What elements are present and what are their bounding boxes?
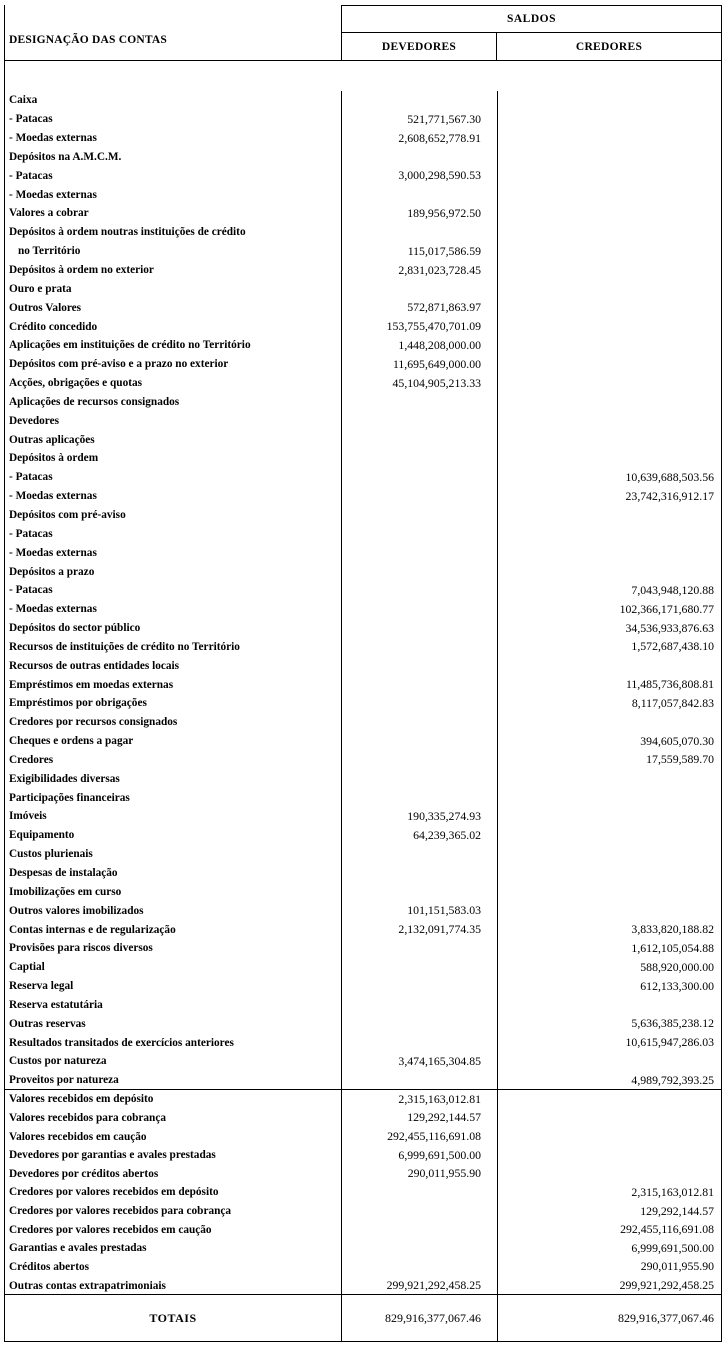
table-row <box>5 411 721 430</box>
account-label: Outros valores imobilizados <box>5 901 342 920</box>
table-row <box>5 675 721 694</box>
devedores-value <box>342 524 498 543</box>
credores-value: 34,536,933,876.63 <box>625 620 714 635</box>
table-row <box>5 581 721 600</box>
account-label: Resultados transitados de exercícios anteriores <box>5 1033 342 1052</box>
table-row <box>5 166 721 185</box>
devedores-value <box>342 468 498 487</box>
table-row <box>5 355 721 374</box>
account-label: Depósitos do sector público <box>5 619 342 638</box>
extrapatrimonial-section <box>5 1090 721 1295</box>
table-row <box>5 882 721 901</box>
credores-value: 6,999,691,500.00 <box>631 1240 714 1255</box>
table-row <box>5 1165 721 1184</box>
credores-value: 17,559,589.70 <box>646 752 714 767</box>
credores-value <box>498 1146 721 1165</box>
credores-value <box>498 1127 721 1146</box>
devedores-value: 153,755,470,701.09 <box>342 317 498 336</box>
table-row <box>5 1276 721 1295</box>
devedores-value <box>342 600 498 619</box>
table-row <box>5 1258 721 1277</box>
account-label: no Território <box>5 242 342 261</box>
account-label: Provisões para riscos diversos <box>5 939 342 958</box>
table-row <box>5 1090 721 1109</box>
table-row <box>5 261 721 280</box>
credores-value <box>498 185 721 204</box>
devedores-value <box>342 1071 498 1090</box>
devedores-value: 2,132,091,774.35 <box>342 920 498 939</box>
credores-value <box>498 411 721 430</box>
table-row <box>5 732 721 751</box>
balance-sheet-table <box>4 5 722 1342</box>
devedores-value <box>342 449 498 468</box>
table-row <box>5 939 721 958</box>
account-label: Aplicações de recursos consignados <box>5 393 342 412</box>
account-label: Garantias e avales prestadas <box>5 1239 342 1258</box>
table-row <box>5 543 721 562</box>
credores-value: 588,920,000.00 <box>640 959 714 974</box>
table-row <box>5 148 721 167</box>
account-label: Participações financeiras <box>5 788 342 807</box>
devedores-value: 45,104,905,213.33 <box>342 374 498 393</box>
devedores-value: 1,448,208,000.00 <box>342 336 498 355</box>
devedores-value: 521,771,567.30 <box>342 110 498 129</box>
account-label: Acções, obrigações e quotas <box>5 374 342 393</box>
account-label: Depósitos com pré-aviso <box>5 506 342 525</box>
devedores-value <box>342 751 498 770</box>
account-label: Outras aplicações <box>5 430 342 449</box>
table-row <box>5 751 721 770</box>
credores-value: 394,605,070.30 <box>640 733 714 748</box>
credores-value <box>498 656 721 675</box>
account-label: Depósitos à ordem <box>5 449 342 468</box>
table-row <box>5 1183 721 1202</box>
credores-value <box>498 1109 721 1128</box>
table-row <box>5 129 721 148</box>
credores-value <box>498 845 721 864</box>
credores-value: 10,639,688,503.56 <box>625 469 714 484</box>
credores-value <box>498 148 721 167</box>
table-row <box>5 468 721 487</box>
credores-value: 612,133,300.00 <box>640 978 714 993</box>
account-label: Outros Valores <box>5 298 342 317</box>
account-label: Custos plurienais <box>5 845 342 864</box>
account-label: - Patacas <box>5 468 342 487</box>
account-label: Caixa <box>5 91 342 110</box>
devedores-value <box>342 185 498 204</box>
devedores-value: 299,921,292,458.25 <box>342 1276 498 1295</box>
table-row <box>5 1109 721 1128</box>
devedores-value: 2,831,023,728.45 <box>342 261 498 280</box>
devedores-value <box>342 279 498 298</box>
credores-value: 10,615,947,286.03 <box>625 1035 714 1050</box>
devedores-value <box>342 958 498 977</box>
table-row <box>5 996 721 1015</box>
devedores-value: 115,017,586.59 <box>342 242 498 261</box>
table-row <box>5 600 721 619</box>
credores-value: 2,315,163,012.81 <box>631 1184 714 1199</box>
devedores-value <box>342 675 498 694</box>
account-label: Credores por recursos consignados <box>5 713 342 732</box>
table-row <box>5 1071 721 1090</box>
table-row <box>5 487 721 506</box>
account-label: Devedores por créditos abertos <box>5 1165 342 1184</box>
table-row <box>5 637 721 656</box>
table-row <box>5 619 721 638</box>
account-label: Depósitos a prazo <box>5 562 342 581</box>
table-header <box>5 5 721 61</box>
account-label: Valores a cobrar <box>5 204 342 223</box>
devedores-value: 290,011,955.90 <box>342 1165 498 1184</box>
account-label: Ouro e prata <box>5 279 342 298</box>
account-label: Credores <box>5 751 342 770</box>
totals-credores-value: 829,916,377,067.46 <box>618 1310 714 1325</box>
account-label: - Moedas externas <box>5 129 342 148</box>
table-row <box>5 826 721 845</box>
table-row <box>5 91 721 110</box>
credores-value: 129,292,144.57 <box>640 1203 714 1218</box>
devedores-value: 190,335,274.93 <box>342 807 498 826</box>
column-header-credores: CREDORES <box>575 40 643 53</box>
account-label: Crédito concedido <box>5 317 342 336</box>
devedores-value <box>342 562 498 581</box>
devedores-value: 572,871,863.97 <box>342 298 498 317</box>
account-label: Valores recebidos para cobrança <box>5 1109 342 1128</box>
table-row <box>5 1220 721 1239</box>
account-label: - Patacas <box>5 524 342 543</box>
devedores-value <box>342 1014 498 1033</box>
table-row <box>5 713 721 732</box>
credores-value: 23,742,316,912.17 <box>625 488 714 503</box>
devedores-value <box>342 1202 498 1221</box>
credores-value: 290,011,955.90 <box>640 1259 714 1274</box>
account-label: - Moedas externas <box>5 543 342 562</box>
devedores-value <box>342 769 498 788</box>
devedores-value <box>342 939 498 958</box>
credores-value: 102,366,171,680.77 <box>619 601 714 616</box>
account-label: Despesas de instalação <box>5 864 342 883</box>
account-label: Aplicações em instituições de crédito no Território <box>5 336 342 355</box>
table-row <box>5 1014 721 1033</box>
devedores-value <box>342 1220 498 1239</box>
devedores-value: 101,151,583.03 <box>342 901 498 920</box>
table-row <box>5 204 721 223</box>
credores-value <box>498 1090 721 1109</box>
devedores-value <box>342 1033 498 1052</box>
credores-value: 292,455,116,691.08 <box>620 1222 714 1237</box>
table-row <box>5 562 721 581</box>
devedores-value: 6,999,691,500.00 <box>342 1146 498 1165</box>
credores-value <box>498 91 721 110</box>
account-label: Empréstimos em moedas externas <box>5 675 342 694</box>
account-label: Devedores <box>5 411 342 430</box>
credores-value: 1,572,687,438.10 <box>631 639 714 654</box>
account-label: Reserva estatutária <box>5 996 342 1015</box>
devedores-value <box>342 581 498 600</box>
saldos-subheaders <box>342 33 721 60</box>
credores-value <box>498 901 721 920</box>
table-row <box>5 430 721 449</box>
table-row <box>5 374 721 393</box>
totals-row <box>5 1295 721 1341</box>
credores-value <box>498 166 721 185</box>
column-header-designacao: DESIGNAÇÃO DAS CONTAS <box>5 5 342 60</box>
account-label: - Patacas <box>5 166 342 185</box>
credores-value: 299,921,292,458.25 <box>619 1278 714 1293</box>
devedores-value <box>342 1239 498 1258</box>
devedores-value <box>342 430 498 449</box>
table-row <box>5 769 721 788</box>
table-row <box>5 807 721 826</box>
credores-value <box>498 317 721 336</box>
credores-value <box>498 524 721 543</box>
account-label: Exigibilidades diversas <box>5 769 342 788</box>
devedores-value <box>342 864 498 883</box>
table-row <box>5 449 721 468</box>
credores-value <box>498 996 721 1015</box>
account-label: Proveitos por natureza <box>5 1071 342 1090</box>
credores-value <box>498 393 721 412</box>
account-label: Credores por valores recebidos em caução <box>5 1220 342 1239</box>
credores-value <box>498 279 721 298</box>
devedores-value <box>342 996 498 1015</box>
devedores-value <box>342 506 498 525</box>
credores-value: 1,612,105,054.88 <box>631 940 714 955</box>
account-label: Credores por valores recebidos para cobrança <box>5 1202 342 1221</box>
table-row <box>5 864 721 883</box>
devedores-value <box>342 411 498 430</box>
credores-value <box>498 769 721 788</box>
table-row <box>5 524 721 543</box>
credores-value <box>498 1165 721 1184</box>
devedores-value: 3,000,298,590.53 <box>342 166 498 185</box>
column-header-saldos: SALDOS <box>342 6 721 33</box>
devedores-value: 2,315,163,012.81 <box>342 1090 498 1109</box>
devedores-value: 2,608,652,778.91 <box>342 129 498 148</box>
credores-value <box>498 261 721 280</box>
table-row <box>5 393 721 412</box>
credores-value <box>498 506 721 525</box>
account-label: Depósitos com pré-aviso e a prazo no exterior <box>5 355 342 374</box>
account-label: Recursos de outras entidades locais <box>5 656 342 675</box>
devedores-value <box>342 845 498 864</box>
credores-value <box>498 129 721 148</box>
credores-value <box>498 864 721 883</box>
account-label: Reserva legal <box>5 977 342 996</box>
credores-value <box>498 543 721 562</box>
devedores-value <box>342 393 498 412</box>
account-label: - Patacas <box>5 581 342 600</box>
credores-value: 5,636,385,238.12 <box>631 1016 714 1031</box>
table-row <box>5 1202 721 1221</box>
account-label: Imobilizações em curso <box>5 882 342 901</box>
account-label: Depósitos à ordem noutras instituições de crédito <box>5 223 342 242</box>
credores-value <box>498 374 721 393</box>
saldos-header-group <box>342 5 721 60</box>
account-label: - Patacas <box>5 110 342 129</box>
credores-value: 11,485,736,808.81 <box>625 677 714 692</box>
table-row <box>5 1033 721 1052</box>
devedores-value <box>342 788 498 807</box>
account-label: Depósitos à ordem no exterior <box>5 261 342 280</box>
devedores-value: 292,455,116,691.08 <box>342 1127 498 1146</box>
devedores-value: 129,292,144.57 <box>342 1109 498 1128</box>
table-row <box>5 317 721 336</box>
devedores-value <box>342 148 498 167</box>
credores-value <box>498 788 721 807</box>
devedores-value <box>342 882 498 901</box>
devedores-value <box>342 223 498 242</box>
table-row <box>5 958 721 977</box>
table-row <box>5 977 721 996</box>
credores-value: 3,833,820,188.82 <box>631 922 714 937</box>
table-row <box>5 506 721 525</box>
devedores-value: 189,956,972.50 <box>342 204 498 223</box>
devedores-value: 11,695,649,000.00 <box>342 355 498 374</box>
account-label: Contas internas e de regularização <box>5 920 342 939</box>
table-row <box>5 223 721 242</box>
account-label: Recursos de instituições de crédito no Território <box>5 637 342 656</box>
column-header-devedores: DEVEDORES <box>342 33 497 60</box>
devedores-value <box>342 487 498 506</box>
credores-value <box>498 110 721 129</box>
account-label: Valores recebidos em caução <box>5 1127 342 1146</box>
account-label: Valores recebidos em depósito <box>5 1090 342 1109</box>
table-row <box>5 788 721 807</box>
account-label: Imóveis <box>5 807 342 826</box>
credores-value <box>498 826 721 845</box>
credores-value: 7,043,948,120.88 <box>631 582 714 597</box>
credores-value <box>498 1052 721 1071</box>
totals-devedores-value: 829,916,377,067.46 <box>342 1295 498 1341</box>
table-row <box>5 694 721 713</box>
account-label: - Moedas externas <box>5 487 342 506</box>
account-label: Outras contas extrapatrimoniais <box>5 1276 342 1295</box>
table-row <box>5 110 721 129</box>
table-row <box>5 185 721 204</box>
account-label: Cheques e ordens a pagar <box>5 732 342 751</box>
devedores-value <box>342 543 498 562</box>
devedores-value <box>342 637 498 656</box>
credores-value <box>498 336 721 355</box>
devedores-value <box>342 977 498 996</box>
table-row <box>5 845 721 864</box>
devedores-value <box>342 1258 498 1277</box>
account-label: Depósitos na A.M.C.M. <box>5 148 342 167</box>
credores-value <box>498 807 721 826</box>
credores-value: 8,117,057,842.83 <box>631 695 714 710</box>
credores-value: 4,989,792,393.25 <box>631 1072 714 1087</box>
account-label: Devedores por garantias e avales prestadas <box>5 1146 342 1165</box>
table-row <box>5 336 721 355</box>
credores-value <box>498 430 721 449</box>
table-row <box>5 901 721 920</box>
account-label: Credores por valores recebidos em depósito <box>5 1183 342 1202</box>
account-label: Equipamento <box>5 826 342 845</box>
credores-value <box>498 713 721 732</box>
credores-value <box>498 298 721 317</box>
table-row <box>5 1239 721 1258</box>
account-label: Outras reservas <box>5 1014 342 1033</box>
credores-value <box>498 449 721 468</box>
credores-value <box>498 223 721 242</box>
devedores-value <box>342 713 498 732</box>
credores-value <box>498 562 721 581</box>
table-row <box>5 279 721 298</box>
table-row <box>5 1127 721 1146</box>
devedores-value: 64,239,365.02 <box>342 826 498 845</box>
credores-value <box>498 204 721 223</box>
account-label: Captial <box>5 958 342 977</box>
table-row <box>5 656 721 675</box>
totals-label: TOTAIS <box>5 1295 342 1341</box>
credores-value <box>498 355 721 374</box>
table-row <box>5 920 721 939</box>
table-row <box>5 1146 721 1165</box>
devedores-value <box>342 91 498 110</box>
devedores-value <box>342 619 498 638</box>
account-label: Custos por natureza <box>5 1052 342 1071</box>
table-row <box>5 298 721 317</box>
credores-value <box>498 242 721 261</box>
devedores-value <box>342 656 498 675</box>
accounts-section <box>5 61 721 1090</box>
account-label: Créditos abertos <box>5 1258 342 1277</box>
account-label: - Moedas externas <box>5 185 342 204</box>
devedores-value <box>342 1183 498 1202</box>
devedores-value <box>342 732 498 751</box>
credores-value <box>498 882 721 901</box>
table-row <box>5 242 721 261</box>
table-row <box>5 1052 721 1071</box>
devedores-value: 3,474,165,304.85 <box>342 1052 498 1071</box>
account-label: - Moedas externas <box>5 600 342 619</box>
devedores-value <box>342 694 498 713</box>
account-label: Empréstimos por obrigações <box>5 694 342 713</box>
